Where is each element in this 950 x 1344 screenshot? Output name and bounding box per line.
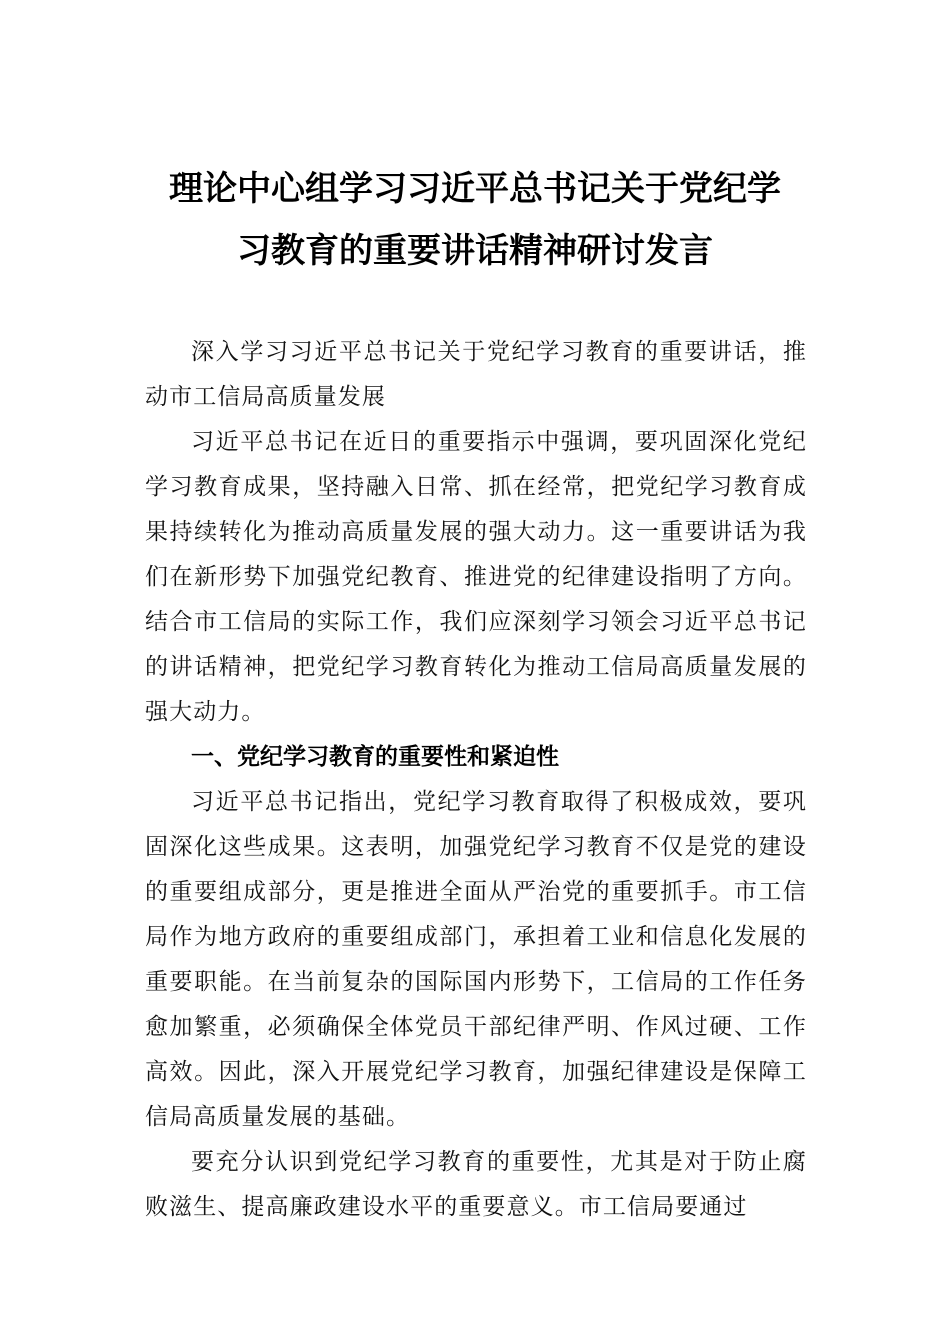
body-paragraph: 习近平总书记指出，党纪学习教育取得了积极成效，要巩固深化这些成果。这表明，加强党纪学习教育不仅是党的建设的重要组成部分，更是推进全面从严治党的重要抓手。市工信局作为地方政府的重要组成部门，承担着工业和信息化发展的重要职能。在当前复杂的国际国内形势下，工信局的工作任务愈加繁重，必须确保全体党员干部纪律严明、作风过硬、工作高效。因此，深入开展党纪学习教育，加强纪律建设是保障工信局高质量发展的基础。 [145, 789, 807, 1130]
title-line-1: 理论中心组学习习近平总书记关于党纪学 [169, 169, 781, 209]
subtitle-paragraph: 深入学习习近平总书记关于党纪学习教育的重要讲话，推动市工信局高质量发展 [145, 339, 807, 410]
body-paragraph: 要充分认识到党纪学习教育的重要性，尤其是对于防止腐败滋生、提高廉政建设水平的重要意义。市工信局要通过 [145, 1149, 807, 1220]
section-heading: 一、党纪学习教育的重要性和紧迫性 [191, 744, 559, 770]
intro-paragraph: 习近平总书记在近日的重要指示中强调，要巩固深化党纪学习教育成果，坚持融入日常、抓在经常，把党纪学习教育成果持续转化为推动高质量发展的强大动力。这一重要讲话为我们在新形势下加强党纪教育、推进党的纪律建设指明了方向。结合市工信局的实际工作，我们应深刻学习领会习近平总书记的讲话精神，把党纪学习教育转化为推动工信局高质量发展的强大动力。 [145, 429, 807, 725]
document-body [145, 330, 807, 1230]
document-title [120, 158, 830, 282]
title-line-2: 习教育的重要讲话精神研讨发言 [237, 231, 713, 271]
